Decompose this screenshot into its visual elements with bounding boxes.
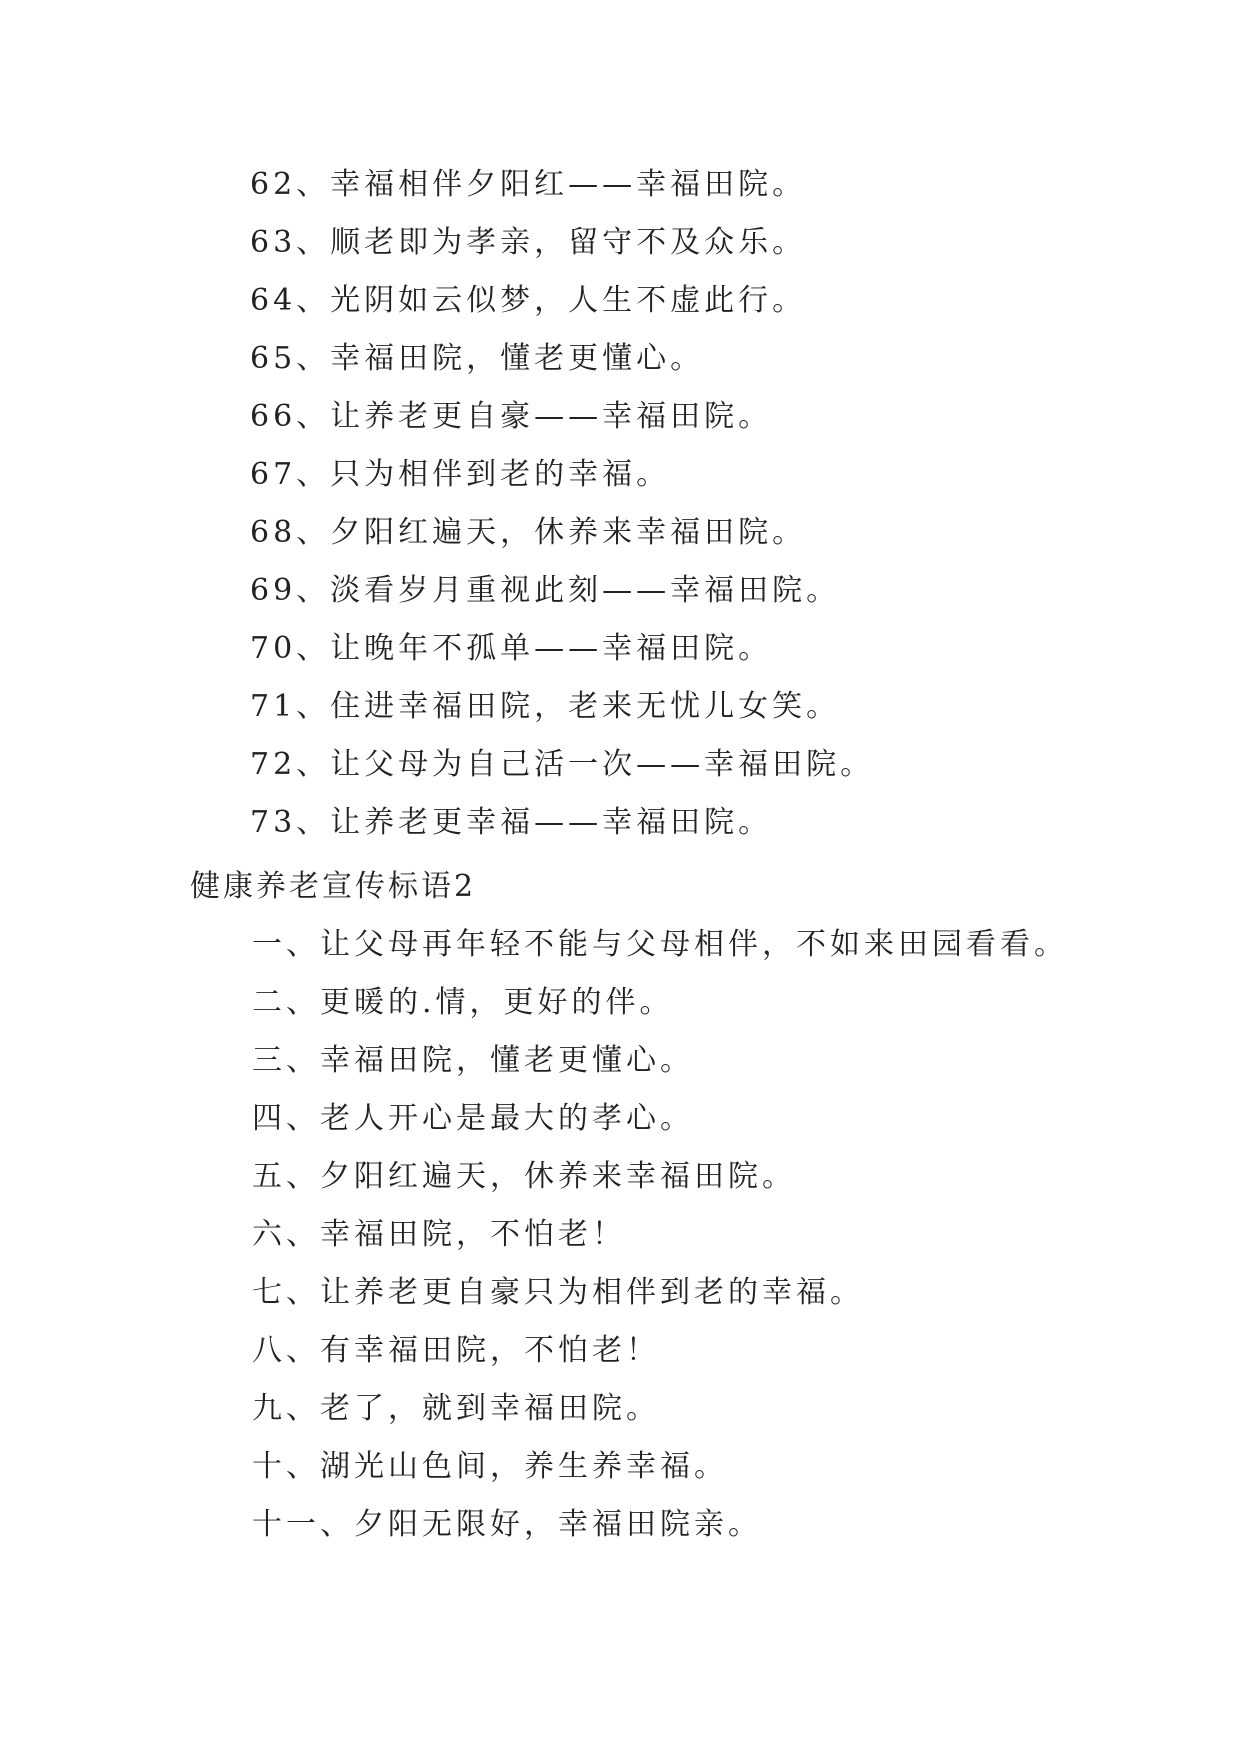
list-item: 二、更暖的.情，更好的伴。	[252, 985, 674, 1020]
list-item: 72、让父母为自己活一次——幸福田院。	[250, 747, 875, 782]
list-item: 63、顺老即为孝亲，留守不及众乐。	[250, 225, 807, 260]
section-heading: 健康养老宣传标语2	[190, 869, 477, 904]
list-item: 71、住进幸福田院，老来无忧儿女笑。	[250, 689, 841, 724]
list-item: 66、让养老更自豪——幸福田院。	[250, 399, 773, 434]
list-item: 五、夕阳红遍天，休养来幸福田院。	[252, 1159, 796, 1194]
list-item: 62、幸福相伴夕阳红——幸福田院。	[250, 167, 807, 202]
list-item: 64、光阴如云似梦，人生不虚此行。	[250, 283, 807, 318]
list-item: 一、让父母再年轻不能与父母相伴，不如来田园看看。	[252, 927, 1068, 962]
list-item: 65、幸福田院，懂老更懂心。	[250, 341, 705, 376]
slogan-list-numbered	[250, 160, 874, 856]
list-item: 四、老人开心是最大的孝心。	[252, 1101, 694, 1136]
list-item: 68、夕阳红遍天，休养来幸福田院。	[250, 515, 807, 550]
list-item: 九、老了，就到幸福田院。	[252, 1391, 660, 1426]
slogan-list-chinese-numbered	[252, 920, 1068, 1558]
list-item: 八、有幸福田院，不怕老！	[252, 1333, 660, 1368]
list-item: 七、让养老更自豪只为相伴到老的幸福。	[252, 1275, 864, 1310]
list-item: 73、让养老更幸福——幸福田院。	[250, 805, 773, 840]
list-item: 十一、夕阳无限好，幸福田院亲。	[252, 1507, 762, 1542]
list-item: 69、淡看岁月重视此刻——幸福田院。	[250, 573, 841, 608]
list-item: 六、幸福田院，不怕老！	[252, 1217, 626, 1252]
list-item: 十、湖光山色间，养生养幸福。	[252, 1449, 728, 1484]
list-item: 67、只为相伴到老的幸福。	[250, 457, 671, 492]
list-item: 三、幸福田院，懂老更懂心。	[252, 1043, 694, 1078]
list-item: 70、让晚年不孤单——幸福田院。	[250, 631, 773, 666]
